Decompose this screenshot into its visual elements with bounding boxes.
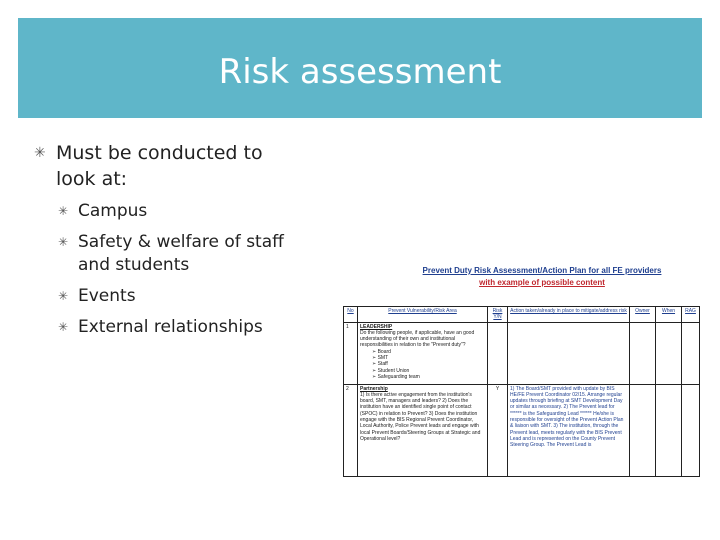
bullet-asterisk-icon: ✳ — [34, 145, 46, 161]
when-cell — [656, 384, 682, 476]
risk-area-heading: Partnership — [360, 385, 388, 392]
bullet-asterisk-icon: ✳ — [58, 289, 69, 303]
column-header: Action taken/already in place to mitigate/address risk — [508, 307, 630, 323]
action-cell — [508, 322, 630, 384]
sub-bullet-text: Safety & welfare of staff and students — [78, 232, 284, 275]
bullet-asterisk-icon: ✳ — [58, 320, 69, 334]
list-item: ➢ Student Union — [372, 367, 410, 374]
risk-area-text: Do the following people, if applicable, have an good understanding of their own and institutional responsibilities in relation to the "Prevent duty"? — [360, 329, 475, 349]
table-row — [344, 322, 700, 384]
risk-flag-cell: Y — [488, 384, 508, 476]
sub-bullet-safety — [58, 231, 318, 277]
risk-area-text: 1) Is there active engagement from the institution's board, SMT, managers and leaders? 2) Does the institution have an identified single point of contact (SPOC) in relation to Prevent? 3) Does the institution engage with the BIS Regional Prevent Coordinator, Local Authority, Police Prevent leads and engage with local Prevent Boards/Steering Groups at Strategic and Operational level? — [360, 391, 481, 442]
list-item: ➢ SMT — [372, 355, 389, 362]
when-cell — [656, 322, 682, 384]
sub-bullet-events — [58, 285, 318, 308]
sub-bullet-text: Events — [78, 286, 136, 306]
risk-assessment-document-image — [328, 262, 700, 480]
table-row — [344, 384, 700, 476]
bullet-main-text: Must be conducted to look at: — [56, 142, 263, 190]
sub-bullet-text: Campus — [78, 201, 148, 221]
bullet-list — [30, 140, 330, 347]
column-header: Owner — [630, 307, 656, 323]
row-number: 2 — [344, 384, 358, 476]
slide-title: Risk assessment — [218, 52, 502, 92]
column-header: When — [656, 307, 682, 323]
sub-bullet-list — [30, 200, 330, 339]
column-header: No — [344, 307, 358, 323]
document-title: Prevent Duty Risk Assessment/Action Plan for all FE providers — [422, 266, 662, 275]
bullet-asterisk-icon: ✳ — [58, 235, 69, 249]
sub-bullet-text: External relationships — [78, 317, 263, 337]
bullet-asterisk-icon: ✳ — [58, 204, 69, 218]
column-header: RAG — [682, 307, 700, 323]
table-header-row — [344, 307, 700, 323]
sub-bullet-external — [58, 316, 318, 339]
action-cell: 1) The Board/SMT provided with update by BIS HE/FE Prevent Coordinator 02/15. Arrange regular updates through briefing at SMT Development Day or similar as necessary. 2) The Prevent lead for ****** is the Safeguarding Lead ****** He/she is responsible for oversight of the Prevent Action Plan & liaison with SMT. 3) The institution, through the Prevent lead, meets regularly with the BIS Prevent Lead and is represented on the County Prevent Steering Group. The Prevent Lead is — [508, 384, 630, 476]
rag-cell — [682, 322, 700, 384]
list-item: ➢ Staff — [372, 361, 388, 368]
document-subtitle: with example of possible content — [479, 278, 605, 287]
risk-area-cell — [358, 322, 488, 384]
column-header: Risk Y/N — [488, 307, 508, 323]
list-item: ➢ Board — [372, 348, 391, 355]
row-number: 1 — [344, 322, 358, 384]
owner-cell — [630, 384, 656, 476]
risk-table — [343, 306, 700, 477]
risk-flag-cell — [488, 322, 508, 384]
owner-cell — [630, 322, 656, 384]
sub-bullet-campus — [58, 200, 318, 223]
risk-area-heading: LEADERSHIP — [360, 323, 393, 330]
list-item: ➢ Safeguarding team — [372, 373, 420, 380]
bullet-main — [30, 140, 286, 192]
risk-area-cell — [358, 384, 488, 476]
column-header: Prevent Vulnerability/Risk Area — [358, 307, 488, 323]
rag-cell — [682, 384, 700, 476]
